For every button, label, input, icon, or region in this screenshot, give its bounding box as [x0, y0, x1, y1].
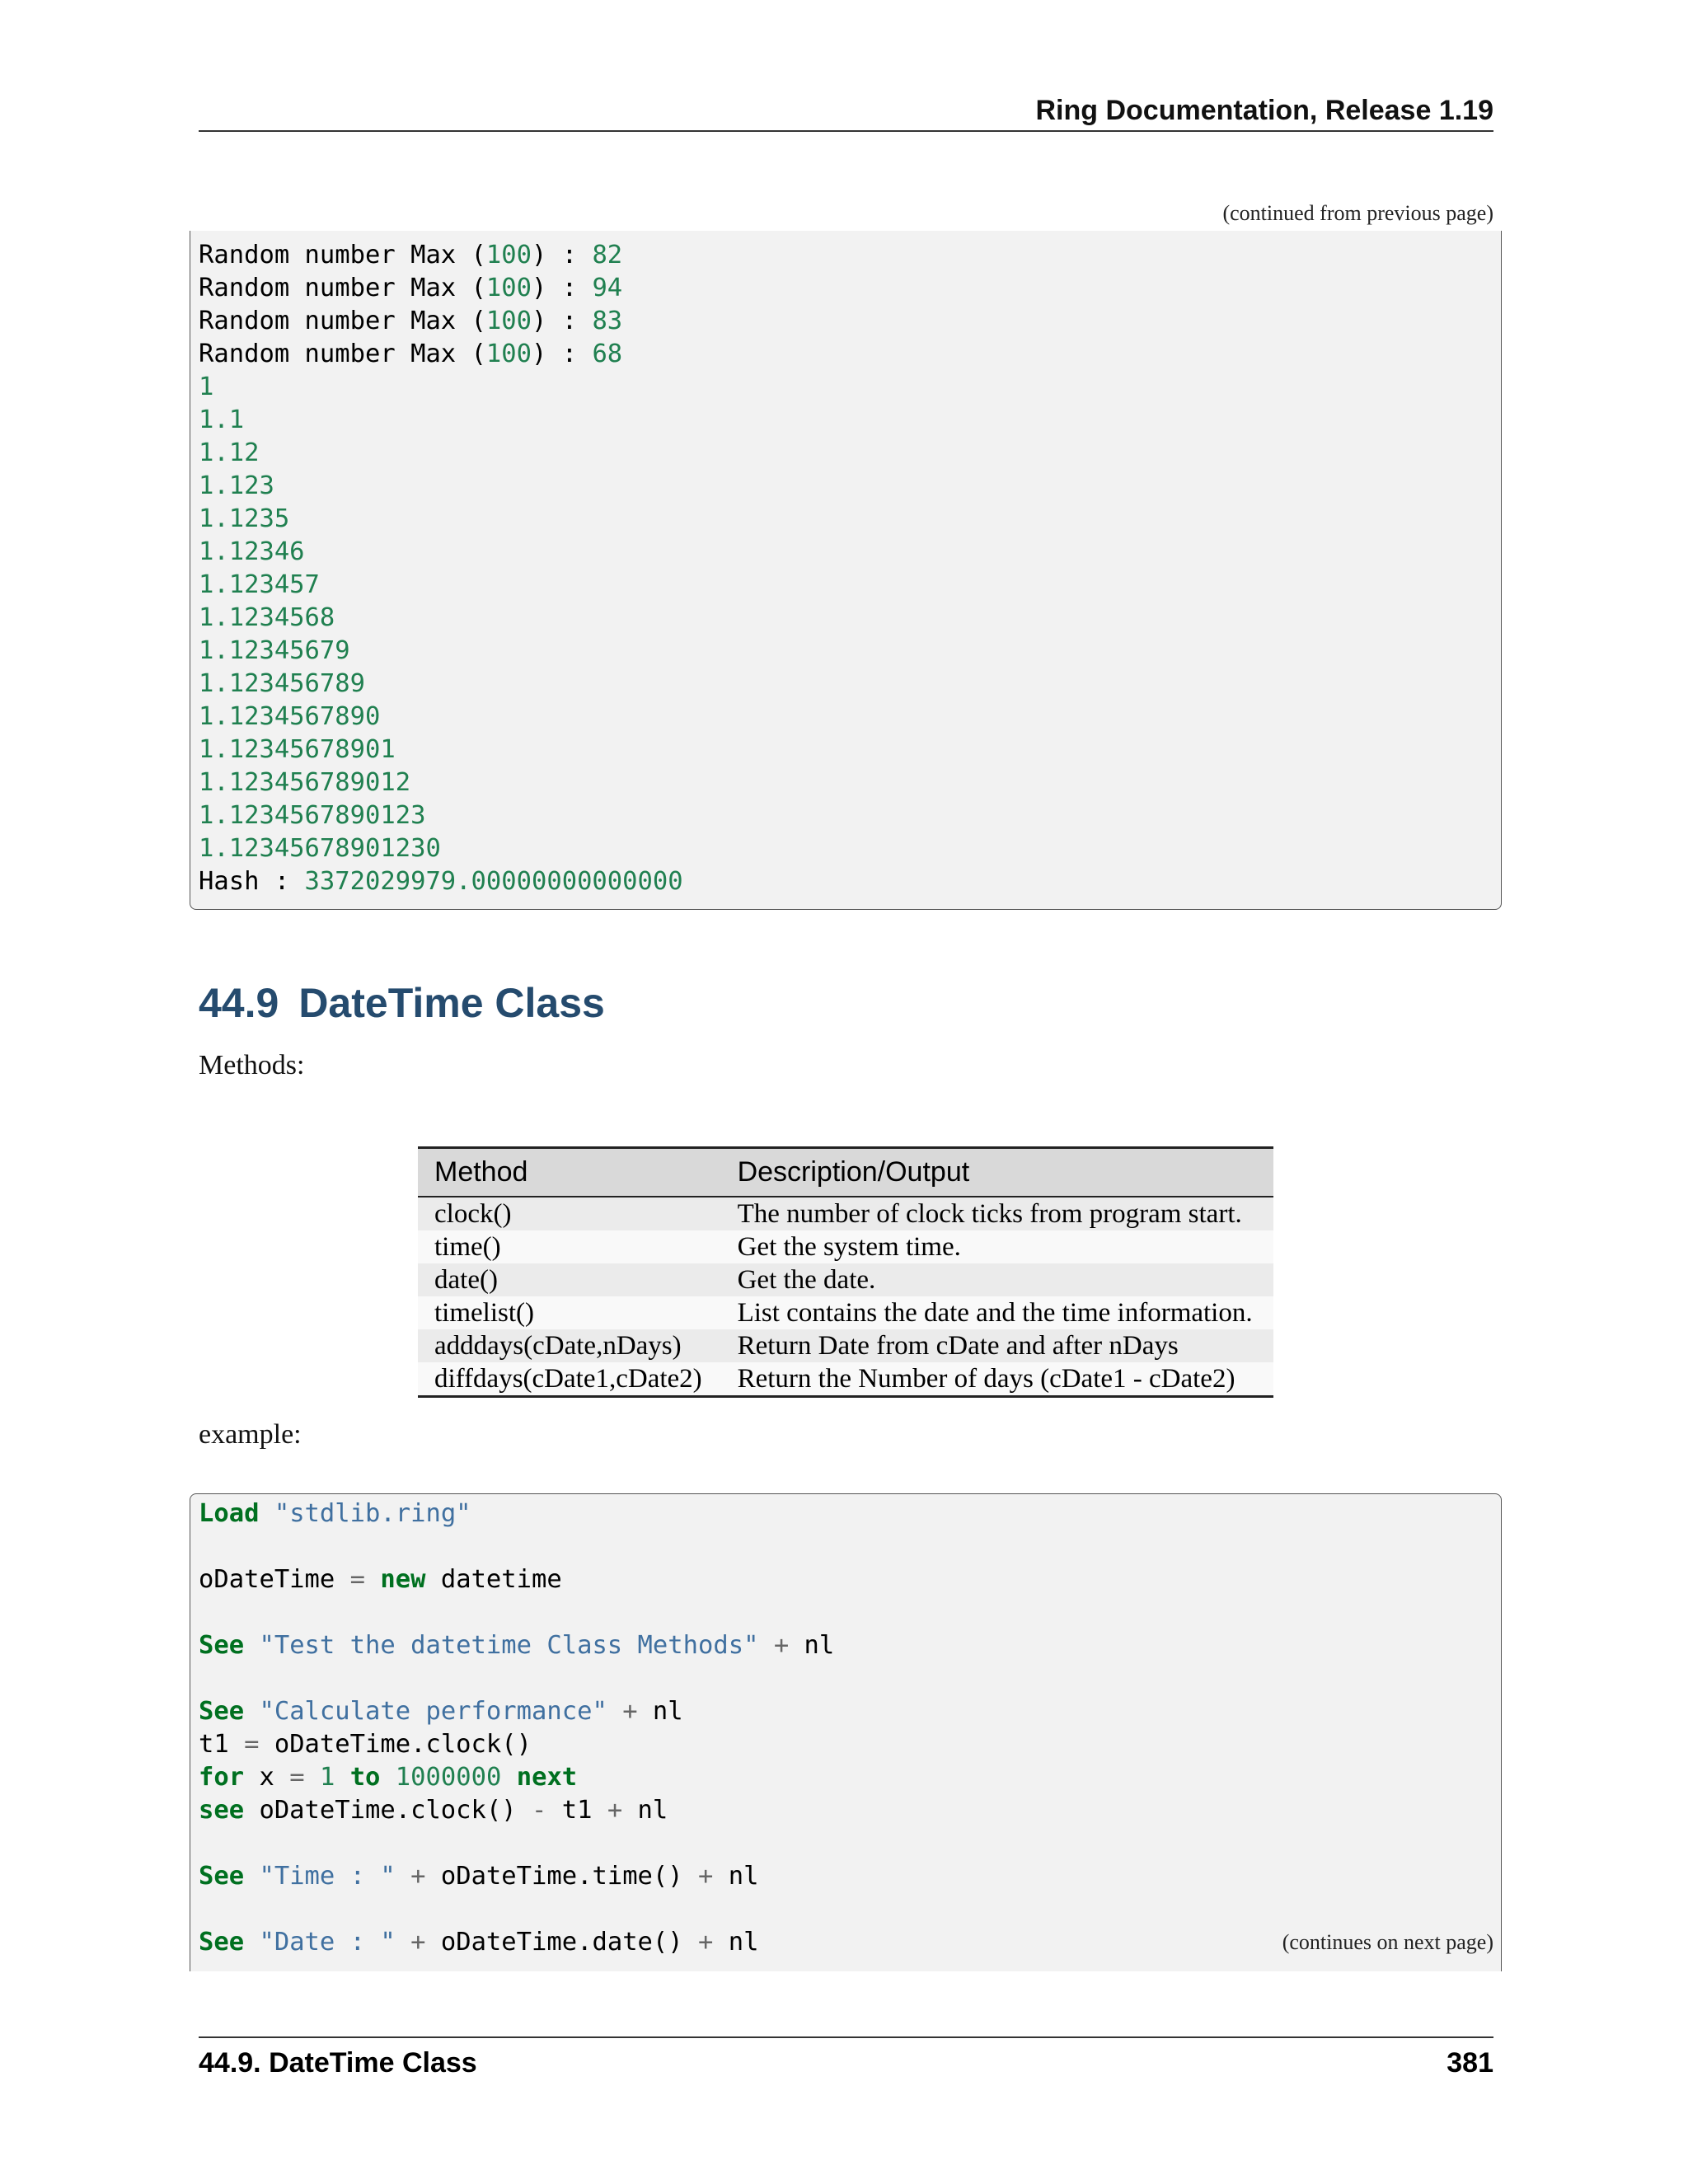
code-token: "Date : " [259, 1928, 396, 1957]
description-cell: The number of clock ticks from program start. [737, 1199, 1242, 1229]
code-token: 1 [199, 373, 214, 401]
code-token [607, 1697, 622, 1726]
code-line [190, 766, 1501, 799]
example-label: example: [199, 1419, 302, 1450]
code-line [190, 470, 1501, 503]
code-token: + [698, 1862, 714, 1891]
code-token: 1.1234567890 [199, 702, 381, 731]
code-line [190, 1761, 1501, 1794]
code-token: - [531, 1796, 547, 1825]
code-line [190, 272, 1501, 305]
code-line [190, 239, 1501, 272]
code-token: "Calculate performance" [259, 1697, 607, 1726]
code-block-output [190, 231, 1502, 910]
code-token: 1.12345678901 [199, 735, 396, 764]
footer-section: 44.9. DateTime Class [199, 2047, 477, 2079]
table-row [418, 1362, 1273, 1397]
description-cell: Get the system time. [737, 1232, 961, 1262]
code-token: new [380, 1565, 426, 1594]
code-token: "Test the datetime Class Methods" [259, 1631, 759, 1660]
code-token: + [410, 1928, 426, 1957]
section-heading [199, 974, 605, 1032]
page-footer [199, 2036, 1493, 2081]
method-cell: date() [434, 1265, 498, 1295]
code-token [501, 1763, 516, 1792]
method-cell: diffdays(cDate1,cDate2) [418, 1362, 721, 1397]
method-cell: adddays(cDate,nDays) [434, 1331, 682, 1361]
code-token: 83 [592, 307, 623, 335]
code-token: 1.1234568 [199, 603, 335, 632]
code-token [244, 1697, 259, 1726]
code-token: 1.1235 [199, 504, 290, 533]
code-token: "Time : " [259, 1862, 396, 1891]
table-row [418, 1197, 1273, 1230]
code-token: + [622, 1697, 638, 1726]
code-token: Random number Max ( [199, 307, 486, 335]
code-token [244, 1928, 259, 1957]
description-cell: Get the date. [737, 1265, 876, 1295]
code-line [190, 1893, 1501, 1926]
code-line [190, 701, 1501, 733]
table-row [418, 1329, 1273, 1362]
method-cell: time() [434, 1232, 501, 1262]
code-token: + [607, 1796, 623, 1825]
column-header-method: Method [418, 1148, 721, 1197]
code-token: 1.1 [199, 405, 245, 434]
code-token: 1 [319, 1763, 335, 1792]
continues-note: (continues on next page) [1282, 1930, 1493, 1954]
code-token: = [349, 1565, 366, 1594]
code-token: Random number Max ( [199, 241, 486, 269]
code-token [244, 1631, 259, 1660]
code-token: See [199, 1697, 245, 1726]
table-row [418, 1296, 1273, 1329]
section-title: DateTime Class [298, 980, 605, 1026]
code-line [190, 1629, 1501, 1662]
code-token: 100 [485, 307, 532, 335]
code-token: oDateTime [199, 1565, 350, 1594]
code-token: 100 [485, 274, 532, 302]
method-cell: clock() [434, 1199, 512, 1229]
code-line [190, 733, 1501, 766]
code-line [190, 832, 1501, 865]
code-line [190, 437, 1501, 470]
code-line [190, 338, 1501, 371]
code-line [190, 1530, 1501, 1563]
code-token: oDateTime.clock() [244, 1796, 532, 1825]
code-line [190, 1497, 1501, 1530]
code-token [396, 1928, 410, 1957]
code-line [190, 1596, 1501, 1629]
code-token: for [199, 1763, 245, 1792]
code-token: ) : [531, 340, 593, 368]
code-line [190, 1662, 1501, 1695]
code-block-example [190, 1493, 1502, 1971]
code-lines [190, 231, 1501, 898]
code-token: oDateTime.time() [425, 1862, 699, 1891]
page-number: 381 [1447, 2047, 1493, 2079]
code-token: 100 [485, 340, 532, 368]
code-token: = [244, 1730, 260, 1759]
code-token: ) : [531, 307, 593, 335]
code-token: 82 [592, 241, 623, 269]
code-line [190, 602, 1501, 635]
code-token: 3372029979.00000000000000 [304, 867, 683, 896]
code-token: See [199, 1928, 245, 1957]
code-line [190, 569, 1501, 602]
code-token: 1.123456789 [199, 669, 365, 698]
code-token: t1 [199, 1730, 245, 1759]
header-title: Ring Documentation, Release 1.19 [1035, 95, 1493, 126]
page-header [199, 91, 1493, 132]
code-token: nl [713, 1928, 759, 1957]
description-cell: List contains the date and the time information. [737, 1298, 1253, 1328]
code-token: = [289, 1763, 305, 1792]
code-token: oDateTime.clock() [259, 1730, 532, 1759]
code-token: 68 [592, 340, 623, 368]
code-token: + [410, 1862, 426, 1891]
description-cell: Return Date from cDate and after nDays [737, 1331, 1179, 1361]
code-token: 1000000 [395, 1763, 502, 1792]
code-line [190, 536, 1501, 569]
code-token: + [773, 1631, 790, 1660]
code-token: see [199, 1796, 245, 1825]
code-token [758, 1631, 773, 1660]
code-token: 1.1234567890123 [199, 801, 426, 830]
code-line [190, 1860, 1501, 1893]
code-line [190, 635, 1501, 668]
code-line [190, 305, 1501, 338]
table-header-row [418, 1148, 1273, 1197]
code-token [335, 1763, 349, 1792]
code-line [190, 865, 1501, 898]
code-token [259, 1499, 274, 1528]
code-token: next [516, 1763, 578, 1792]
code-token: oDateTime.date() [425, 1928, 699, 1957]
code-token: nl [789, 1631, 835, 1660]
code-line [190, 668, 1501, 701]
code-line [190, 1563, 1501, 1596]
code-token: ) : [531, 274, 593, 302]
table-row [418, 1263, 1273, 1296]
code-line [190, 404, 1501, 437]
continued-note: (continued from previous page) [1222, 201, 1493, 225]
code-token: 1.12346 [199, 537, 305, 566]
code-line [190, 1695, 1501, 1728]
code-token: x [244, 1763, 290, 1792]
section-number: 44.9 [199, 980, 279, 1026]
code-line [190, 371, 1501, 404]
description-cell: Return the Number of days (cDate1 - cDate2) [721, 1362, 1273, 1397]
code-token: to [349, 1763, 381, 1792]
table-row [418, 1230, 1273, 1263]
code-token [305, 1763, 320, 1792]
code-token [244, 1862, 259, 1891]
methods-label: Methods: [199, 1050, 305, 1080]
code-token: Random number Max ( [199, 274, 486, 302]
code-token: nl [713, 1862, 759, 1891]
method-cell: timelist() [434, 1298, 534, 1328]
code-token [365, 1565, 380, 1594]
code-line [190, 1827, 1501, 1860]
code-token: 1.12 [199, 438, 260, 467]
code-token: See [199, 1631, 245, 1660]
code-token: Hash : [199, 867, 305, 896]
code-token: 1.123 [199, 471, 274, 500]
code-line [190, 503, 1501, 536]
code-token: t1 [546, 1796, 607, 1825]
code-token: 1.123456789012 [199, 768, 411, 797]
code-line [190, 1728, 1501, 1761]
column-header-description: Description/Output [721, 1148, 1273, 1197]
code-token: See [199, 1862, 245, 1891]
code-token: 94 [592, 274, 623, 302]
methods-table [418, 1146, 1273, 1398]
code-token: "stdlib.ring" [274, 1499, 471, 1528]
code-token: 1.123457 [199, 570, 320, 599]
code-token: Random number Max ( [199, 340, 486, 368]
code-token: + [698, 1928, 714, 1957]
code-token: nl [622, 1796, 668, 1825]
code-token [380, 1763, 395, 1792]
code-token: datetime [425, 1565, 562, 1594]
code-token [396, 1862, 410, 1891]
code-lines [190, 1494, 1501, 1959]
code-token: 1.12345678901230 [199, 834, 441, 863]
code-line [190, 1794, 1501, 1827]
code-token: 1.12345679 [199, 636, 350, 665]
code-token: Load [199, 1499, 260, 1528]
code-line [190, 799, 1501, 832]
code-token: nl [637, 1697, 683, 1726]
code-token: 100 [485, 241, 532, 269]
code-token: ) : [531, 241, 593, 269]
